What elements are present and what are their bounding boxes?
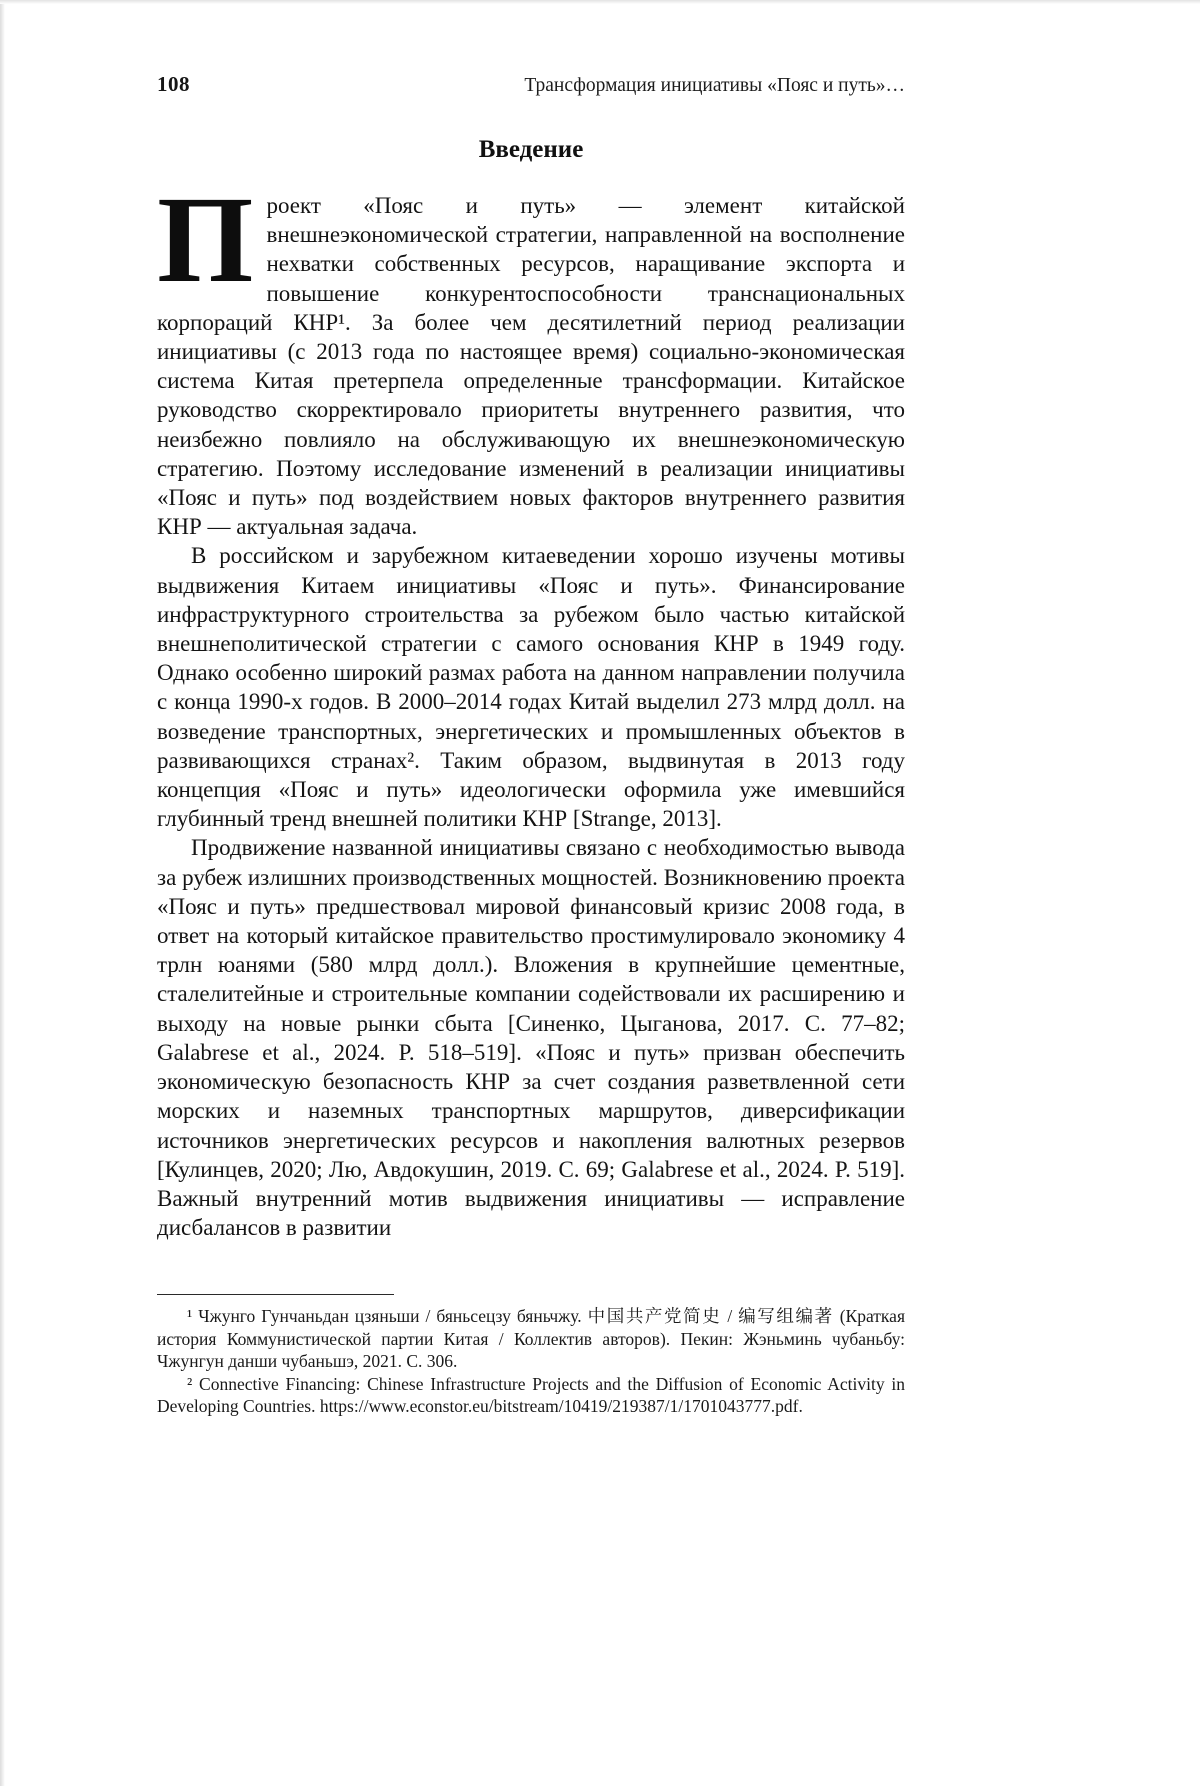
dropcap-letter: П	[157, 171, 254, 308]
paragraph-text: роект «Пояс и путь» — элемент китайской внешнеэкономической стратегии, направленной на восполнение нехватки собственных ресурсов, наращивание экспорта и повышение конкурентоспособности транснациональных корпораций КНР¹. За более чем десятилетний период реализации инициативы (с 2013 года по настоящее время) социально-экономическая система Китая претерпела определенные трансформации. Китайское руководство скорректировало приоритеты внутреннего развития, что неизбежно повлияло на обслуживающую их внешнеэкономическую стратегию. Поэтому исследование изменений в реализации инициативы «Пояс и путь» под воздействием новых факторов внутреннего развития КНР — актуальная задача.	[157, 193, 905, 540]
paragraph-intro	[157, 171, 905, 541]
page-header	[157, 72, 905, 97]
footnote-1: ¹ Чжунго Гунчаньдан цзяньши / бяньсецзу бяньчжу. 中国共产党简史 / 编写组编著 (Краткая история Коммунистической партии Китая / Коллектив авторов). Пекин: Жэньминь чубаньбу: Чжунгун данши чубаньшэ, 2021. С. 306.	[157, 1306, 905, 1372]
paragraph: Продвижение названной инициативы связано с необходимостью вывода за рубеж излишних производственных мощностей. Возникновению проекта «Пояс и путь» предшествовал мировой финансовый кризис 2008 года, в ответ на который китайское правительство простимулировало экономику 4 трлн юанями (580 млрд долл.). Вложения в крупнейшие цементные, сталелитейные и строительные компании содействовали их расширению и выходу на новые рынки сбыта [Синенко, Цыганова, 2017. С. 77–82; Galabrese et al., 2024. P. 518–519]. «Пояс и путь» призван обеспечить экономическую безопасность КНР за счет создания разветвленной сети морских и наземных транспортных маршрутов, диверсификации источников энергетических ресурсов и накопления валютных резервов [Кулинцев, 2020; Лю, Авдокушин, 2019. С. 69; Galabrese et al., 2024. P. 519]. Важный внутренний мотив выдвижения инициативы — исправление дисбалансов в развитии	[157, 835, 905, 1241]
footnote-2: ² Connective Financing: Chinese Infrastructure Projects and the Diffusion of Economic Activity in Developing Countries. https://www.econstor.eu/bitstream/10419/219387/1/1701043777.pdf.	[157, 1373, 905, 1417]
paragraph: В российском и зарубежном китаеведении хорошо изучены мотивы выдвижения Китаем инициативы «Пояс и путь». Финансирование инфраструктурного строительства за рубежом было частью китайской внешнеполитической стратегии с самого основания КНР в 1949 году. Однако особенно широкий размах работа на данном направлении получила с конца 1990-х годов. В 2000–2014 годах Китай выделил 273 млрд долл. на возведение транспортных, энергетических и промышленных объектов в развивающихся странах². Таким образом, выдвинутая в 2013 году концепция «Пояс и путь» идеологически оформила уже имевшийся глубинный тренд внешней политики КНР [Strange, 2013].	[157, 543, 905, 832]
running-title: Трансформация инициативы «Пояс и путь»…	[524, 75, 905, 96]
body-text	[157, 171, 905, 1242]
footnotes-block	[157, 1294, 905, 1418]
footnote-divider	[157, 1294, 394, 1295]
section-title: Введение	[478, 136, 584, 163]
page-number: 108	[157, 72, 190, 96]
